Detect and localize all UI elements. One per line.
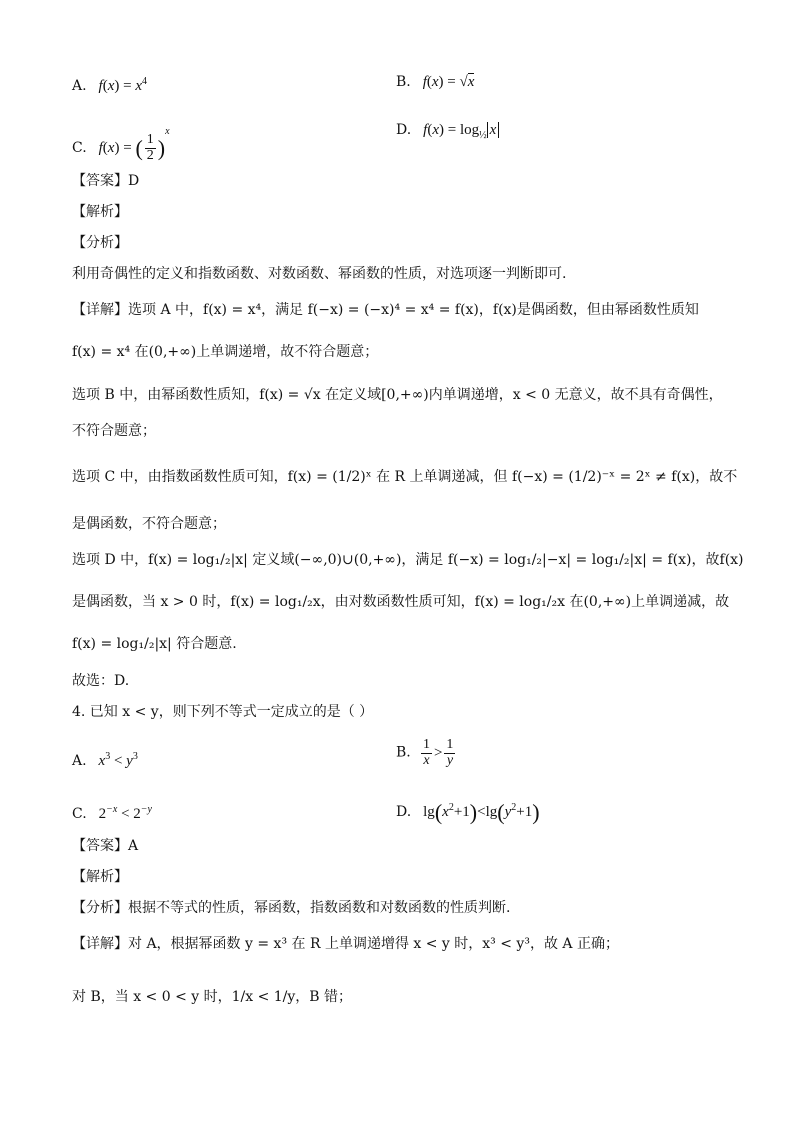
detail-text: 对 A，根据幂函数 y = x³ 在 R 上单调递增得 x < y 时，x³ < y³，故 A 正确； (128, 936, 619, 952)
q3-fenxi-text: 利用奇偶性的定义和指数函数、对数函数、幂函数的性质，对选项逐一判断即可. (72, 266, 567, 282)
q4-stem: 4. 已知 x < y，则下列不等式一定成立的是（ ） (72, 704, 374, 720)
q3-jiexi-tag: 【解析】 (72, 204, 128, 220)
detail-tag: 【详解】 (72, 936, 128, 952)
q3-detail-c-line1: 选项 C 中，由指数函数性质可知，f(x) = (1/2)ˣ 在 R 上单调递减，但 f(−x) = (1/2)⁻ˣ = 2ˣ ≠ f(x)，故不 (72, 469, 738, 485)
q4-fenxi (72, 898, 510, 918)
q4-option-b (396, 738, 457, 768)
q4-option-b-expr: $\frac{1}{x}$ > $\frac{1}{y}$ (422, 737, 454, 768)
option-label: D. (396, 804, 412, 820)
q3-answer: 【答案】D (72, 173, 140, 189)
option-label: A. (72, 753, 87, 769)
q3-option-c-expr: f(x) = ( $\frac{1}{2}$ )$^x$ (91, 126, 170, 164)
q4-detail-2: 对 B，当 x < 0 < y 时，1/x < 1/y，B 错； (72, 989, 353, 1005)
detail-text: 选项 A 中，f(x) = x⁴，满足 f(−x) = (−x)⁴ = x⁴ = f(x)，f(x)是偶函数，但由幂函数性质知 (128, 302, 699, 318)
q3-detail-a-line1 (72, 300, 699, 320)
q3-detail-d-line3: f(x) = log₁/₂|x| 符合题意. (72, 636, 237, 652)
q3-option-b (396, 72, 474, 92)
q3-choose: 故选：D. (72, 673, 130, 689)
q3-option-a-expr: $f(x) = x^4$ (91, 76, 147, 94)
q3-option-a (72, 72, 147, 96)
q3-detail-b-line1: 选项 B 中，由幂函数性质知，f(x) = √x 在定义域[0,+∞)内单调递增，x < 0 无意义，故不具有奇偶性， (72, 387, 723, 403)
option-label: B. (396, 744, 411, 761)
q3-option-d (396, 120, 499, 146)
q4-option-a (72, 747, 138, 771)
option-label: A. (72, 78, 87, 94)
q4-option-c (72, 800, 152, 824)
q4-detail-1 (72, 934, 619, 954)
q3-detail-b-line2: 不符合题意； (72, 423, 156, 439)
q4-option-d-expr: $\lg(x^2+1)<\lg(y^2+1)$ (423, 799, 540, 825)
q3-option-b-expr: f(x) = √x (415, 74, 475, 90)
q3-detail-d-line2: 是偶函数，当 x > 0 时，f(x) = log₁/₂x，由对数函数性质可知，f(x) = log₁/₂x 在(0,+∞)上单调递减，故 (72, 594, 730, 610)
fenxi-text: 根据不等式的性质，幂函数，指数函数和对数函数的性质判断. (128, 900, 511, 916)
option-label: B. (396, 74, 411, 90)
option-label: C. (72, 806, 87, 822)
q4-answer: 【答案】A (72, 838, 139, 854)
q3-detail-a-line2: f(x) = x⁴ 在(0,+∞)上单调递增，故不符合题意； (72, 344, 379, 360)
q3-option-c (72, 122, 170, 164)
q4-option-a-expr: $x^3 < y^3$ (91, 751, 138, 769)
option-label: C. (72, 140, 87, 156)
q3-option-d-expr: $f(x) = \log_{\frac{1}{2}} x$ (416, 122, 500, 138)
fenxi-tag: 【分析】 (72, 900, 128, 916)
detail-tag: 【详解】 (72, 302, 128, 318)
q3-fenxi-tag: 【分析】 (72, 235, 128, 251)
q4-option-d (396, 798, 540, 823)
q3-detail-c-line2: 是偶函数，不符合题意； (72, 516, 226, 532)
q4-option-c-expr: $2^{-x} < 2^{-y}$ (98, 804, 152, 822)
q4-jiexi-tag: 【解析】 (72, 869, 128, 885)
option-label: D. (396, 122, 412, 138)
q3-detail-d-line1: 选项 D 中，f(x) = log₁/₂|x| 定义域(−∞,0)∪(0,+∞)，满足 f(−x) = log₁/₂|−x| = log₁/₂|x| = f(x)，故f(x) (72, 552, 744, 568)
